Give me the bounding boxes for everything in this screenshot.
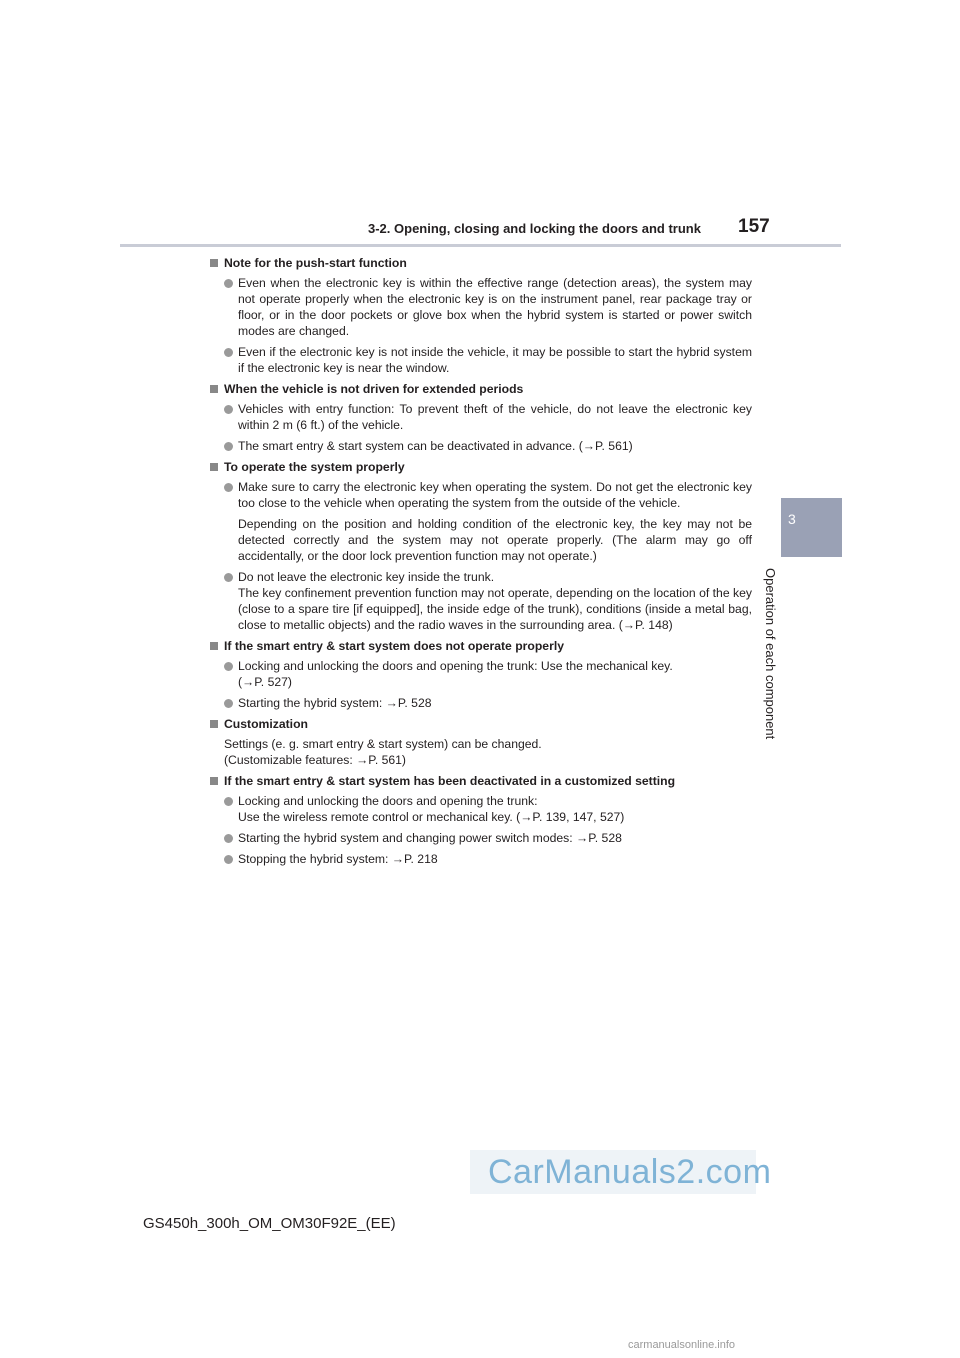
square-bullet-icon <box>210 720 218 728</box>
section-heading-text: When the vehicle is not driven for extended periods <box>224 382 524 396</box>
section-title: 3-2. Opening, closing and locking the doors and trunk <box>368 221 701 236</box>
round-bullet-icon <box>224 662 233 671</box>
square-bullet-icon <box>210 385 218 393</box>
list-item <box>208 344 752 376</box>
section-heading-text: Customization <box>224 717 308 731</box>
section-heading-text: To operate the system properly <box>224 460 405 474</box>
list-item-text: Locking and unlocking the doors and opening the trunk: <box>238 794 538 808</box>
list-item-text: Vehicles with entry function: To prevent theft of the vehicle, do not leave the electronic key within 2 m (6 ft.) of the vehicle. <box>238 402 752 432</box>
section-heading <box>208 716 752 732</box>
list-item <box>208 851 752 867</box>
round-bullet-icon <box>224 442 233 451</box>
list-item-text: Starting the hybrid system: →P. 528 <box>238 696 432 710</box>
list-item-text: Do not leave the electronic key inside the trunk. <box>238 570 495 584</box>
square-bullet-icon <box>210 777 218 785</box>
round-bullet-icon <box>224 834 233 843</box>
section-heading <box>208 459 752 475</box>
round-bullet-icon <box>224 348 233 357</box>
chapter-tab[interactable] <box>781 498 842 557</box>
header-divider <box>120 244 841 247</box>
list-item-text: Make sure to carry the electronic key when operating the system. Do not get the electronic key too close to the vehicle when operating the system from the outside of the vehicle. <box>238 480 752 510</box>
list-item-text: Use the wireless remote control or mechanical key. (→P. 139, 147, 527) <box>238 810 625 824</box>
list-item-text: Depending on the position and holding condition of the electronic key, the key may not be detected correctly and the system may not operate properly. (The alarm may go off accidentally, or the door lock prevention function may not operate.) <box>238 517 752 563</box>
body-text: Settings (e. g. smart entry & start system) can be changed. <box>224 737 542 751</box>
list-item-text: The key confinement prevention function may not operate, depending on the location of the key (close to a spare tire [if equipped], the inside edge of the trunk), conditions (inside a metal bag, close to metallic objects) and the radio waves in the surrounding area. (→P. 148) <box>238 586 752 632</box>
section-heading <box>208 255 752 271</box>
section-heading-text: If the smart entry & start system has been deactivated in a customized setting <box>224 774 676 788</box>
square-bullet-icon <box>210 259 218 267</box>
page-content <box>208 255 752 872</box>
list-item-text: Starting the hybrid system and changing power switch modes: →P. 528 <box>238 831 622 845</box>
list-item <box>208 830 752 846</box>
list-item <box>208 479 752 564</box>
section-body <box>208 736 752 768</box>
section-heading <box>208 773 752 789</box>
list-item <box>208 275 752 339</box>
document-code: GS450h_300h_OM_OM30F92E_(EE) <box>143 1215 396 1232</box>
list-item <box>208 793 752 825</box>
round-bullet-icon <box>224 483 233 492</box>
round-bullet-icon <box>224 797 233 806</box>
list-item-text: Stopping the hybrid system: →P. 218 <box>238 852 438 866</box>
section-heading-text: If the smart entry & start system does not operate properly <box>224 639 564 653</box>
list-item-text: Locking and unlocking the doors and opening the trunk: Use the mechanical key. <box>238 659 673 673</box>
page-number: 157 <box>738 216 770 237</box>
chapter-label: Operation of each component <box>763 568 778 740</box>
round-bullet-icon <box>224 855 233 864</box>
section-heading <box>208 638 752 654</box>
list-item <box>208 695 752 711</box>
list-item-text: Even when the electronic key is within the effective range (detection areas), the system may not operate properly when the electronic key is on the instrument panel, rear package tray or floor, or in the door pockets or glove box when the hybrid system is started or power switch modes are changed. <box>238 276 752 338</box>
round-bullet-icon <box>224 279 233 288</box>
list-item <box>208 438 752 454</box>
watermark-logo: CarManuals2.com <box>488 1153 772 1191</box>
list-item-text: (→P. 527) <box>238 675 292 689</box>
section-heading-text: Note for the push-start function <box>224 256 407 270</box>
list-item <box>208 401 752 433</box>
footer-url: carmanualsonline.info <box>628 1339 736 1351</box>
round-bullet-icon <box>224 573 233 582</box>
list-item-text: Even if the electronic key is not inside the vehicle, it may be possible to start the hybrid system if the electronic key is near the window. <box>238 345 752 375</box>
chapter-number: 3 <box>788 511 796 527</box>
section-heading <box>208 381 752 397</box>
list-item <box>208 658 752 690</box>
list-item <box>208 569 752 633</box>
square-bullet-icon <box>210 642 218 650</box>
body-text: (Customizable features: →P. 561) <box>224 753 406 767</box>
list-item-text: The smart entry & start system can be deactivated in advance. (→P. 561) <box>238 439 633 453</box>
round-bullet-icon <box>224 405 233 414</box>
round-bullet-icon <box>224 699 233 708</box>
square-bullet-icon <box>210 463 218 471</box>
